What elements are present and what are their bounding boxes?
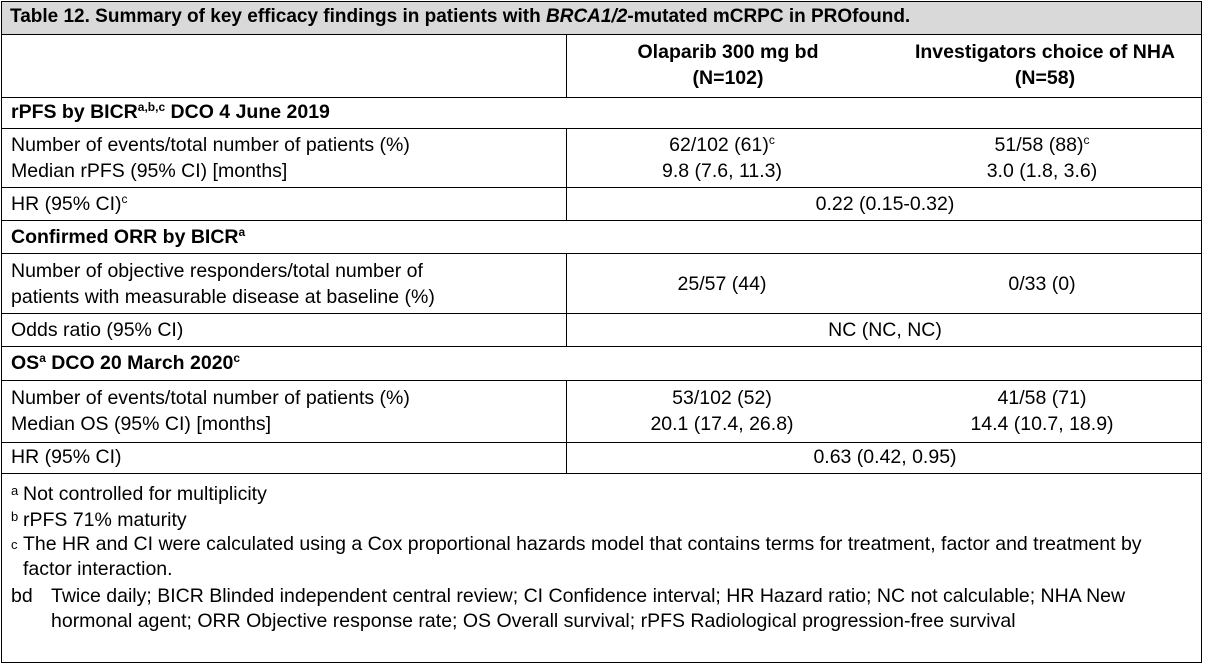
rpfs-hr-row bbox=[2, 188, 1201, 221]
olaparib-values: 62/102 $(61)^c$ 9.8 (7.6, 11.3) bbox=[662, 133, 782, 182]
footnote-b: b rPFS 71% maturity bbox=[11, 509, 187, 531]
column-divider bbox=[566, 35, 567, 97]
column-divider bbox=[566, 443, 567, 473]
os-events-median-row bbox=[2, 381, 1201, 443]
row-label: Odds ratio (95% CI) bbox=[11, 319, 184, 341]
olaparib-values: 53/102 (52) 20.1 (17.4, 26.8) bbox=[650, 387, 794, 435]
os-hr-row bbox=[2, 443, 1201, 474]
section-heading-rpfs: rPFS by BICR$^{a,b,c}$ DCO 4 June 2019 bbox=[2, 98, 1201, 129]
column-divider bbox=[566, 188, 567, 220]
odds-value: NC (NC, NC) bbox=[828, 319, 942, 341]
table-title bbox=[2, 2, 1201, 35]
column-divider bbox=[566, 314, 567, 346]
header-nha: Investigators choice of NHA (N=58) bbox=[914, 41, 1176, 89]
row-label: Number of events/total number of patients (%) Median rPFS (95% CI) [months] bbox=[11, 134, 410, 182]
orr-odds-row bbox=[2, 314, 1201, 347]
section-heading-os: $OS^a$ DCO 20 March 2020$^c$ bbox=[2, 347, 1201, 381]
orr-responders-row bbox=[2, 254, 1201, 314]
nha-values: 41/58 (71) 14.4 (10.7, 18.9) bbox=[970, 387, 1114, 435]
row-label: HR (95% CI) bbox=[11, 446, 122, 468]
section-heading-orr: Confirmed ORR by BICR$^a$ bbox=[2, 221, 1201, 254]
row-label: HR (95% CI)$^c$ bbox=[11, 192, 128, 215]
rpfs-events-median-row bbox=[2, 129, 1201, 188]
olaparib-value: 25/57 (44) bbox=[677, 273, 767, 295]
hr-value: 0.22 (0.15-0.32) bbox=[815, 193, 955, 215]
hr-value: 0.63 (0.42, 0.95) bbox=[813, 446, 957, 468]
header-olaparib: Olaparib 300 mg bd (N=102) bbox=[637, 41, 819, 89]
efficacy-table bbox=[1, 1, 1202, 663]
column-header-row bbox=[2, 35, 1201, 98]
footnote-abbreviations: bd Twice daily; BICR Blinded independent central review; CI Confidence interval; HR Hazard ratio; NC not calculable; NHA New hormonal agent; ORR Objective response rate; OS Overall survival; rPFS Radiological progression-free survival bbox=[11, 585, 1126, 632]
title-gene: BRCA1/2 bbox=[546, 6, 628, 27]
row-label: Number of events/total number of patients (%) Median OS (95% CI) [months] bbox=[11, 387, 410, 435]
title-text: Table 12. Summary of key efficacy findings in patients with bbox=[10, 6, 547, 27]
title-text-end: -mutated mCRPC in PROfound. bbox=[627, 6, 911, 27]
nha-values: 51/58 $(88)^c$ 3.0 (1.8, 3.6) bbox=[986, 133, 1098, 182]
footnote-a: a Not controlled for multiplicity bbox=[11, 483, 267, 505]
footnote-c: c The HR and CI were calculated using a Cox proportional hazards model that contains terms for treatment, factor and treatment by factor interaction. bbox=[11, 533, 1142, 580]
row-label: Number of objective responders/total number of patients with measurable disease at baseline (%) bbox=[11, 260, 435, 308]
nha-value: 0/33 (0) bbox=[1008, 273, 1076, 295]
